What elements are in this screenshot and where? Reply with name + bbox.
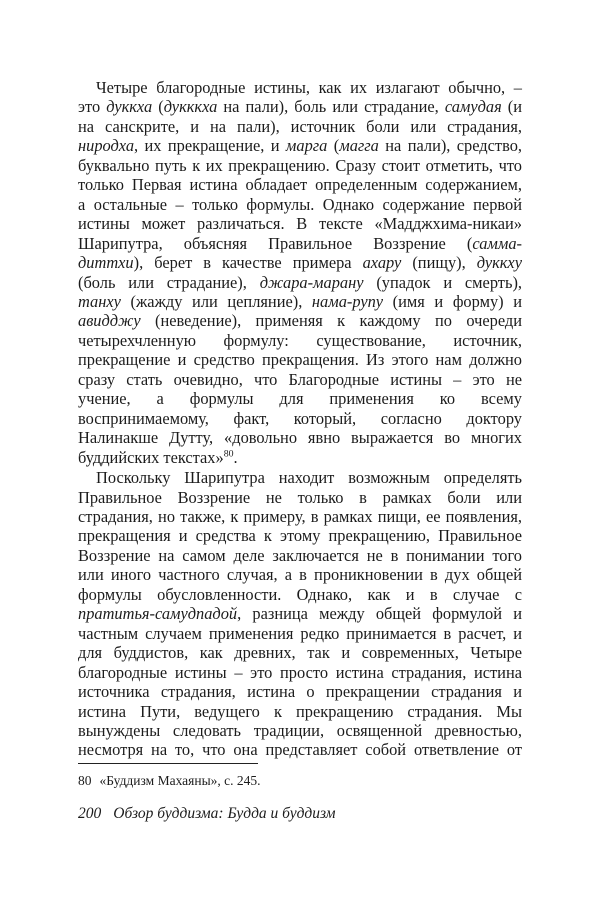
text-run: это — [78, 97, 107, 117]
text-line — [78, 214, 522, 233]
text-line — [78, 156, 522, 175]
text-line — [78, 175, 522, 194]
text-run: прекращения и средства к этому прекращению, Правильное — [78, 526, 522, 546]
text-line — [78, 643, 522, 662]
text-run: (и — [501, 97, 522, 117]
text-run: (жажду или цепляние), — [120, 291, 312, 311]
text-line — [78, 624, 522, 643]
text-run: ), берет в качестве примера — [133, 253, 363, 273]
text-run: , разница между общей формулой и — [237, 604, 522, 624]
text-run: (неведение), применяя к каждому по очереди — [140, 311, 522, 331]
text-run: истина Пути, ведущего к прекращению страдания. Мы — [78, 701, 522, 721]
italic-term: дукккха — [163, 97, 218, 117]
text-run: (имя и форму) и — [383, 291, 522, 311]
text-line — [78, 409, 522, 428]
text-line — [78, 585, 522, 604]
text-run: буддийских текстах» — [78, 447, 224, 467]
body-text — [78, 78, 522, 760]
text-line — [78, 311, 522, 330]
text-run: ( — [327, 136, 340, 156]
italic-term: магга — [339, 136, 379, 156]
italic-term: джара-марану — [259, 272, 364, 292]
text-line — [78, 195, 522, 214]
italic-term: самудая — [444, 97, 502, 117]
footnote-number: 80 — [78, 773, 92, 788]
text-run: Правильное Воззрение не только в рамках боли или — [78, 487, 522, 507]
page-footer — [78, 805, 336, 823]
italic-term: самма- — [472, 233, 522, 253]
text-run: Четыре благородные истины, как их излагают обычно, – — [96, 78, 522, 97]
text-run: Налинакше Дутту, «довольно явно выражается во многих — [78, 428, 522, 448]
text-run: ( — [152, 97, 164, 117]
text-run: буквально путь к их прекращению. Сразу стоит отметить, что — [78, 155, 522, 175]
footnote-marker: 80 — [223, 448, 234, 460]
text-line — [78, 488, 522, 507]
text-line — [78, 507, 522, 526]
text-run: учение, а формулы для применения ко всему — [78, 389, 522, 409]
text-line — [78, 273, 522, 292]
text-line — [78, 604, 522, 623]
text-line — [78, 97, 522, 116]
footnote-rule — [78, 763, 258, 764]
text-run: сразу стать очевидно, что Благородные истины – это не — [78, 369, 522, 389]
text-run: а остальные – только формулы. Однако содержание первой — [78, 194, 522, 214]
text-run: только Первая истина обладает определенным содержанием, — [78, 175, 522, 195]
text-line — [78, 136, 522, 155]
text-line — [78, 78, 522, 97]
text-line — [78, 546, 522, 565]
paragraph — [78, 468, 522, 760]
text-line — [78, 370, 522, 389]
running-title: Обзор буддизма: Будда и буддизм — [113, 805, 336, 822]
text-line — [78, 721, 522, 740]
italic-term: диттхи — [78, 253, 134, 273]
text-run: на пали), средство, — [378, 136, 523, 156]
footnote — [78, 772, 261, 790]
text-run: вынуждены следовать традиции, освященной древностью, — [78, 720, 522, 740]
text-line — [78, 253, 522, 272]
text-run: формулы обусловленности. Однако, как и в случае с — [78, 584, 522, 604]
text-line — [78, 350, 522, 369]
text-run: на пали), боль или страдание, — [217, 97, 445, 117]
text-run: или иного частного случая, а в проникновении в дух общей — [78, 565, 522, 585]
italic-term: нама-рупу — [311, 291, 384, 311]
text-line — [78, 663, 522, 682]
text-run: благородные истины – это просто истина страдания, истина — [78, 662, 522, 682]
text-run: Поскольку Шарипутра находит возможным определять — [96, 468, 522, 488]
text-line — [78, 468, 522, 487]
text-run: прекращение и средство прекращения. Из этого нам должно — [78, 350, 522, 370]
text-line — [78, 565, 522, 584]
italic-term: дуккха — [106, 97, 153, 117]
text-run: Шарипутра, объясняя Правильное Воззрение ( — [78, 233, 473, 253]
paragraph — [78, 78, 522, 467]
text-run: четырехчленную формулу: существование, источник, — [78, 330, 522, 350]
italic-term: авидджу — [78, 311, 141, 331]
text-run: (боль или страдание), — [78, 272, 260, 292]
italic-term: марга — [285, 136, 328, 156]
text-line — [78, 428, 522, 447]
text-line — [78, 117, 522, 136]
text-run: (пищу), — [401, 253, 477, 273]
text-line — [78, 702, 522, 721]
text-run: Воззрение на самом деле заключается не в понимании того — [78, 545, 522, 565]
text-run: на санскрите, и на пали), источник боли или страдания, — [78, 116, 522, 136]
text-run: страдания, но также, к примеру, в рамках пищи, ее появления, — [78, 506, 522, 526]
page-number: 200 — [78, 805, 102, 822]
text-run: истины может различаться. В тексте «Мадджхима-никаи» — [78, 214, 522, 234]
italic-term: танху — [78, 291, 121, 311]
text-run: несмотря на то, что она представляет собой ответвление от — [78, 740, 522, 760]
text-line — [78, 389, 522, 408]
text-line — [78, 682, 522, 701]
text-line — [78, 526, 522, 545]
text-run: для буддистов, как древних, так и современных, Четыре — [78, 643, 522, 663]
text-run: воспринимаемому, факт, который, согласно доктору — [78, 408, 522, 428]
italic-term: ниродха — [78, 136, 135, 156]
text-line — [78, 234, 522, 253]
text-line — [78, 331, 522, 350]
footnote-text: «Буддизм Махаяны», с. 245. — [99, 773, 261, 788]
text-run: частным случаем применения редко принимается в расчет, и — [78, 623, 522, 643]
text-line — [78, 448, 522, 467]
text-line — [78, 292, 522, 311]
text-line — [78, 740, 522, 759]
italic-term: пратитья-самудпадой — [78, 604, 238, 624]
text-run: , их прекращение, и — [134, 136, 286, 156]
text-run: источника страдания, истина о прекращении страдания и — [78, 682, 522, 702]
text-run: . — [233, 447, 238, 467]
italic-term: дуккху — [476, 253, 522, 273]
italic-term: ахару — [362, 253, 402, 273]
text-run: (упадок и смерть), — [363, 272, 523, 292]
